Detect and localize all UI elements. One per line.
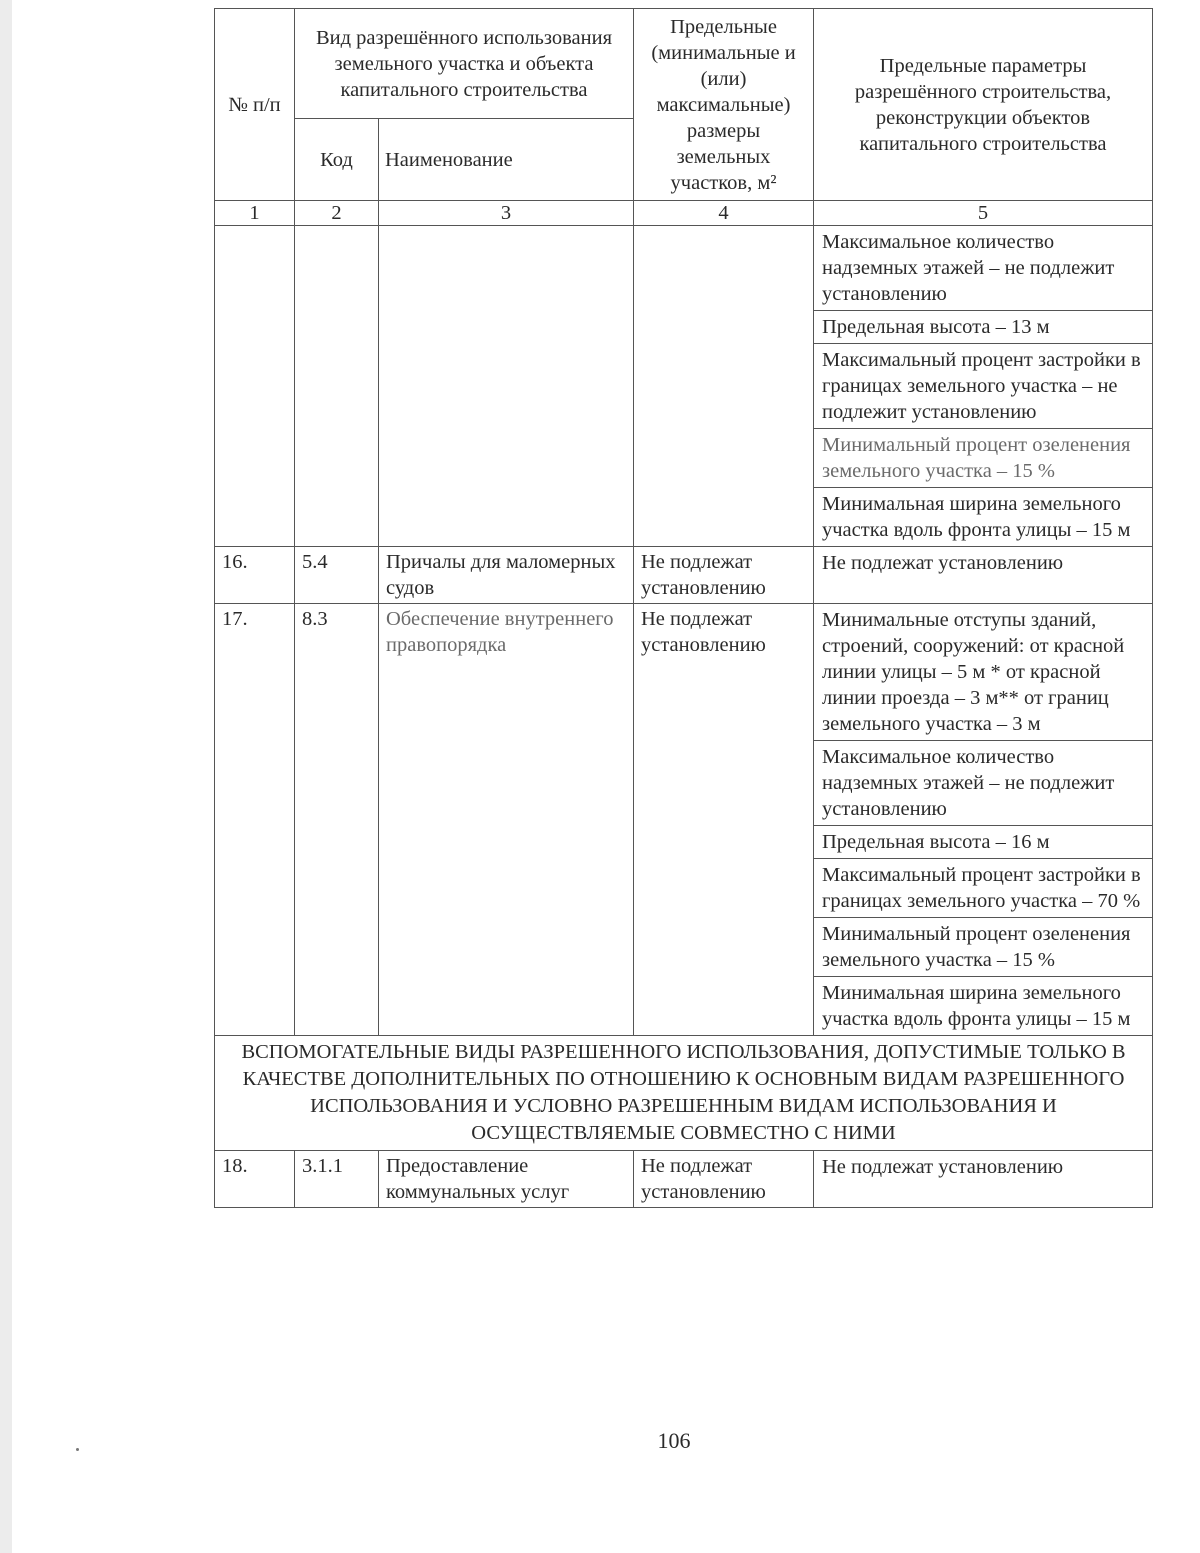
land-use-table <box>214 8 1152 1208</box>
page-number: 106 <box>657 1428 691 1453</box>
row-number: 16. <box>215 547 295 604</box>
cont-code-cell <box>295 226 379 547</box>
column-numbers-row <box>215 201 1153 226</box>
row-name: Обеспечение внутреннего правопорядка <box>379 604 634 1036</box>
row-number: 17. <box>215 604 295 1036</box>
param-floors: Максимальное количество надземных этажей – не подлежит установлению <box>814 741 1153 826</box>
header-type-group: Вид разрешённого использования земельного участка и объекта капитального строительства <box>295 9 634 119</box>
param-coverage: Максимальный процент застройки в границах земельного участка – не подлежит установлению <box>814 344 1153 429</box>
row-size: Не подлежат установлению <box>634 604 814 1036</box>
row-params: Не подлежат установлению <box>814 1151 1153 1208</box>
scan-speck <box>76 1448 79 1451</box>
col-number: 3 <box>379 201 634 226</box>
row-number: 18. <box>215 1151 295 1208</box>
section-title: ВСПОМОГАТЕЛЬНЫЕ ВИДЫ РАЗРЕШЕННОГО ИСПОЛЬЗОВАНИЯ, ДОПУСТИМЫЕ ТОЛЬКО В КАЧЕСТВЕ ДОПОЛНИТЕЛЬНЫХ ПО ОТНОШЕНИЮ К ОСНОВНЫМ ВИДАМ РАЗРЕШЕННОГО ИСПОЛЬЗОВАНИЯ И УСЛОВНО РАЗРЕШЕННЫМ ВИДАМ ИСПОЛЬЗОВАНИЯ И ОСУЩЕСТВЛЯЕМЫЕ СОВМЕСТНО С НИМИ <box>215 1036 1153 1151</box>
row-params: Не подлежат установлению <box>814 547 1153 604</box>
table-row <box>215 547 1153 604</box>
row-name: Причалы для маломерных судов <box>379 547 634 604</box>
row-code: 3.1.1 <box>295 1151 379 1208</box>
param-greening: Минимальный процент озеленения земельного участка – 15 % <box>814 429 1153 488</box>
row-size: Не подлежат установлению <box>634 1151 814 1208</box>
row-size: Не подлежат установлению <box>634 547 814 604</box>
param-floors: Максимальное количество надземных этажей – не подлежит установлению <box>814 226 1153 311</box>
header-num: № п/п <box>215 9 295 201</box>
scan-edge <box>0 0 12 1553</box>
param-setbacks: Минимальные отступы зданий, строений, сооружений: от красной линии улицы – 5 м * от красной линии проезда – 3 м** от границ земельного участка – 3 м <box>814 604 1153 741</box>
col-number: 5 <box>814 201 1153 226</box>
param-height: Предельная высота – 13 м <box>814 311 1153 344</box>
param-min-width: Минимальная ширина земельного участка вдоль фронта улицы – 15 м <box>814 977 1153 1036</box>
cont-num-cell <box>215 226 295 547</box>
col-number: 1 <box>215 201 295 226</box>
row-name: Предоставление коммунальных услуг <box>379 1151 634 1208</box>
table-row <box>215 604 1153 741</box>
param-height: Предельная высота – 16 м <box>814 826 1153 859</box>
param-coverage: Максимальный процент застройки в границах земельного участка – 70 % <box>814 859 1153 918</box>
header-name: Наименование <box>379 119 634 201</box>
header-params: Предельные параметры разрешённого строительства, реконструкции объектов капитального строительства <box>814 9 1153 201</box>
cont-name-cell <box>379 226 634 547</box>
col-number: 4 <box>634 201 814 226</box>
col-number: 2 <box>295 201 379 226</box>
row-code: 8.3 <box>295 604 379 1036</box>
table-row <box>215 1151 1153 1208</box>
param-min-width: Минимальная ширина земельного участка вдоль фронта улицы – 15 м <box>814 488 1153 547</box>
header-size: Предельные (минимальные и (или) максимальные) размеры земельных участков, м² <box>634 9 814 201</box>
header-code: Код <box>295 119 379 201</box>
row-code: 5.4 <box>295 547 379 604</box>
param-greening: Минимальный процент озеленения земельного участка – 15 % <box>814 918 1153 977</box>
cont-size-cell <box>634 226 814 547</box>
